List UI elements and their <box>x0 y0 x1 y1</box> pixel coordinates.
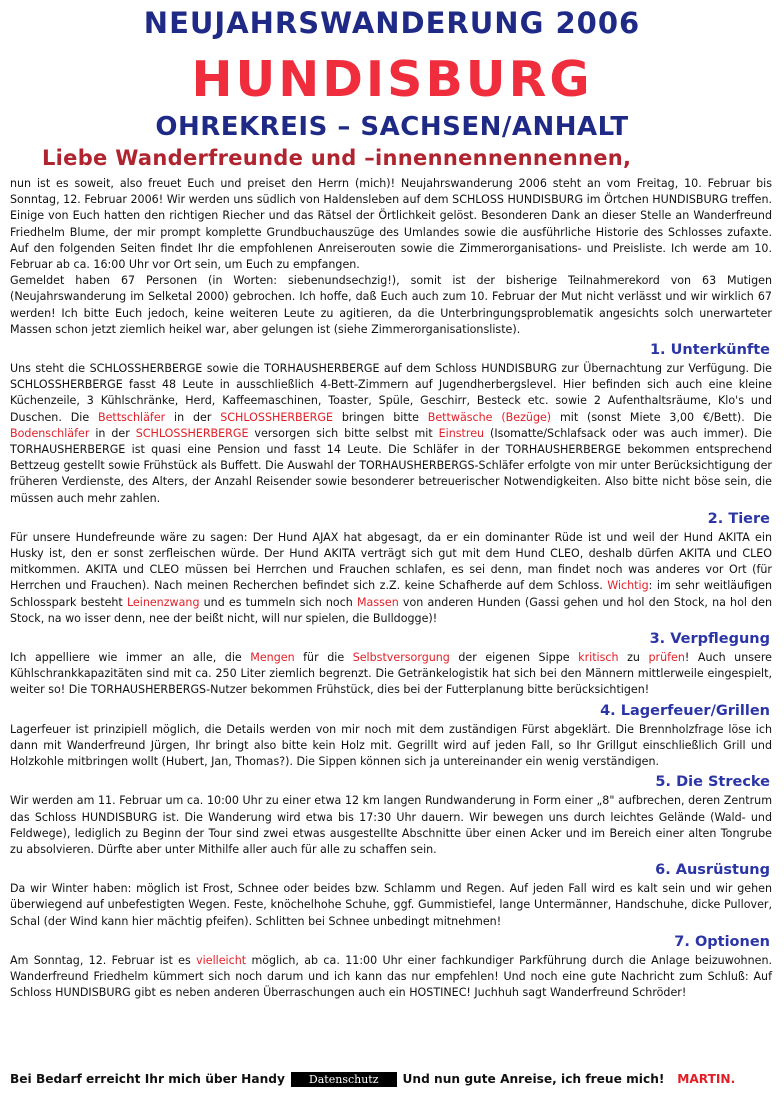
highlight: SCHLOSSHERBERGE <box>135 426 249 440</box>
section-text-strecke: Wir werden am 11. Februar um ca. 10:00 Uhr zu einer etwa 12 km langen Rundwanderung in Form einer „8" aufbrechen, deren Zentrum das Schloss HUNDISBURG ist. Die Wanderung wird etwa bis 17:30 Uhr dauern. Wir bewegen uns durch leichtes Gelände (Wald- und Feldwege), lediglich zu Beginn der Tour sind zwei etwas ausgestellte Abschnitte über einen Acker und im Bereich einer alten Tongrube zu absolvieren. Dürfte aber unter Mithilfe aller auch für alle zu schaffen sein. <box>10 794 772 856</box>
highlight: Selbstversorgung <box>352 651 450 665</box>
highlight: Bettwäsche (Bezüge) <box>427 410 552 424</box>
section-text-unterkuenfte: Uns steht die SCHLOSSHERBERGE sowie die TORHAUSHERBERGE auf dem Schloss HUNDISBURG zur Übernachtung zur Verfügung. Die SCHLOSSHERBERGE fasst 48 Leute in ausschließlich 4-Bett-Zimmern auf Jugendherbergslevel. Hier befinden sich auch eine kleine Küchenzeile, 3 Kühlschränke, Herd, Kaffeemaschinen, Toaster, Spüle, Geschirr, Besteck etc. sowie 2 Aufenthaltsräume, Klo's und Duschen. Die Bettschläfer in der SCHLOSSHERBERGE bringen bitte Bettwäsche (Bezüge) mit (sonst Miete 3,00 €/Bett). Die Bodenschläfer in der SCHLOSSHERBERGE versorgen sich bitte selbst mit Einstreu (Isomatte/Schlafsack oder was auch immer). Die TORHAUSHERBERGE ist quasi eine Pension und fasst 14 Leute. Die Schläfer in der TORHAUSHERBERGE bekommen entsprechend Bettzeug gestellt sowie Frühstück als Buffett. Die Auswahl der TORHAUSHERBERGS-Schläfer erfolgte von mir unter Berücksichtigung der früheren Verdienste, des Alters, der Anzahl Reisender sowie besonderer betreuerischer Notwendigkeiten. Also bitte nicht böse sein, die müssen auch mehr zahlen. <box>10 362 773 505</box>
footer <box>10 1072 774 1087</box>
contact-text: Bei Bedarf erreicht Ihr mich über Handy <box>10 1072 285 1086</box>
event-title: NEUJAHRSWANDERUNG 2006 <box>143 6 641 40</box>
section-heading-unterkuenfte: 1. Unterkünfte <box>649 342 770 359</box>
section-heading-lagerfeuer: 4. Lagerfeuer/Grillen <box>600 702 770 719</box>
signature: MARTIN. <box>677 1072 736 1086</box>
section-text-tiere: Für unsere Hundefreunde wäre zu sagen: Der Hund AJAX hat abgesagt, da er ein dominanter Rüde ist und weil der Hund AKITA ein Husky ist, den er sonst zerfleischen würde. Der Hund AKITA verträgt sich gut mit dem Hund CLEO, deshalb dürfen AKITA und CLEO mitkommen. AKITA und CLEO müssen bei Herrchen und Frauchen schlafen, es sei denn, man findet noch was anderes vor Ort (für Herrchen und Frauchen). Nach meinen Recherchen befindet sich z.Z. keine Schafherde auf dem Schloss. Wichtig: im sehr weitläufigen Schlosspark besteht Leinenzwang und es tummeln sich noch Massen von anderen Hunden (Gassi gehen und hol den Stock, na hol den Stock, na wo isser denn, nee der beißt nicht, will nur spielen, die Bulldogge)! <box>10 530 772 625</box>
highlight: Massen <box>356 595 399 609</box>
highlight: Einstreu <box>438 426 485 440</box>
section-text-verpflegung: Ich appelliere wie immer an alle, die Mengen für die Selbstversorgung der eigenen Sippe kritisch zu prüfen! Auch unsere Kühlschrankkapazitäten sind mit ca. 250 Liter ziemlich begrenzt. Die Getränkelogistik hat sich bei den Männern mittlerweile eingespielt, weiter so! Die TORHAUSHERBERGS-Nutzer bekommen Frühstück, dies bei der Futterplanung bitte berücksichtigen! <box>10 651 772 697</box>
location-title: HUNDISBURG <box>191 51 593 108</box>
section-heading-strecke: 5. Die Strecke <box>655 774 770 791</box>
section-text-ausruestung: Da wir Winter haben: möglich ist Frost, Schnee oder beides bzw. Schlamm und Regen. Auf jeden Fall wird es kalt sein und wir gehen überwiegend auf unbefestigten Wegen. Feste, knöchelhohe Schuhe, ggf. Gummistiefel, lange Untermänner, Handschuhe, dicke Pullover, Schal (der Wind kann hier mächtig pfeifen). Schlitten bei Schnee unbedingt mitnehmen! <box>10 882 772 928</box>
redacted-phone: Datenschutz <box>291 1072 397 1087</box>
highlight: SCHLOSSHERBERGE <box>220 410 333 424</box>
section-heading-ausruestung: 6. Ausrüstung <box>655 862 770 879</box>
highlight: Mengen <box>250 651 295 665</box>
section-text-optionen: Am Sonntag, 12. Februar ist es vielleicht möglich, ab ca. 11:00 Uhr einer fachkundiger Parkführung durch die Anlage beizuwohnen. Wanderfreund Friedhelm kümmert sich noch darum und ich kann das nur empfehlen! Und noch eine gute Nachricht zum Schluß: Auf Schloss HUNDISBURG gibt es neben anderen Überraschungen auch ein HOSTINEC! Juchhuh sagt Wanderfreund Schröder! <box>10 953 772 1000</box>
section-text-lagerfeuer: Lagerfeuer ist prinzipiell möglich, die Details werden von mir noch mit dem zuständigen Fürst abgeklärt. Die Brennholzfrage löse ich dann mit Wanderfreund Jürgen, Ihr bringt also bitte kein Holz mit. Gegrillt wird auf jeden Fall, so Ihr Grillgut einschließlich Grill und Holzkohle mitbringen wollt (Hubert, Jan, Thomas?). Die Sippen können sich ja untereinander ein wenig verständigen. <box>10 722 772 769</box>
highlight: kritisch <box>578 651 619 665</box>
intro-paragraph-2: Gemeldet haben 67 Personen (in Worten: siebenundsechzig!), somit ist der bisherige Teilnahmerekord von 63 Mutigen (Neujahrswanderung im Selketal 2000) gebrochen. Ich hoffe, daß Euch auch zum 10. Februar der Mut nicht verlässt und wir wirklich 67 werden! Ich bitte Euch jedoch, keine weiteren Leute zu agitieren, da die Unterbringungsproblematik angesichts solch unerwarteter Massen schon jetzt ziemlich heikel war, aber gelungen ist (siehe Zimmerorganisationsliste). <box>10 274 772 336</box>
highlight: prüfen <box>648 651 685 665</box>
highlight: Wichtig <box>607 579 649 593</box>
closing-text: Und nun gute Anreise, ich freue mich! <box>402 1072 665 1086</box>
greeting: Liebe Wanderfreunde und –innennennennennen, <box>42 146 632 170</box>
highlight: Leinenzwang <box>126 595 200 609</box>
section-heading-verpflegung: 3. Verpflegung <box>649 631 770 648</box>
highlight: Bodenschläfer <box>10 426 90 440</box>
intro-paragraph-1: nun ist es soweit, also freuet Euch und preiset den Herrn (mich)! Neujahrswanderung 2006 steht an vom Freitag, 10. Februar bis Sonntag, 12. Februar 2006! Wir werden uns südlich von Haldensleben auf dem SCHLOSS HUNDISBURG im Örtchen HUNDISBURG treffen. Einige von Euch hatten den richtigen Riecher und das Rätsel der Örtlichkeit gelöst. Besonderen Dank an dieser Stelle an Wanderfreund Friedhelm Blume, der mir prompt komplette Grundbuchauszüge des Umlandes sowie die ausführliche Historie des Schlosses zufaxte. Auf den folgenden Seiten findet Ihr die empfohlenen Anreiserouten sowie die Zimmerorganisations- und Preisliste. Ich werde am 10. Februar ab ca. 16:00 Uhr vor Ort sein, um Euch zu empfangen. <box>10 177 772 272</box>
highlight: vielleicht <box>196 953 247 967</box>
letter-body <box>10 176 772 1001</box>
section-heading-tiere: 2. Tiere <box>707 510 770 527</box>
region-title: OHREKREIS – SACHSEN/ANHALT <box>155 112 629 142</box>
section-heading-optionen: 7. Optionen <box>674 933 770 950</box>
highlight: Bettschläfer <box>97 410 166 424</box>
